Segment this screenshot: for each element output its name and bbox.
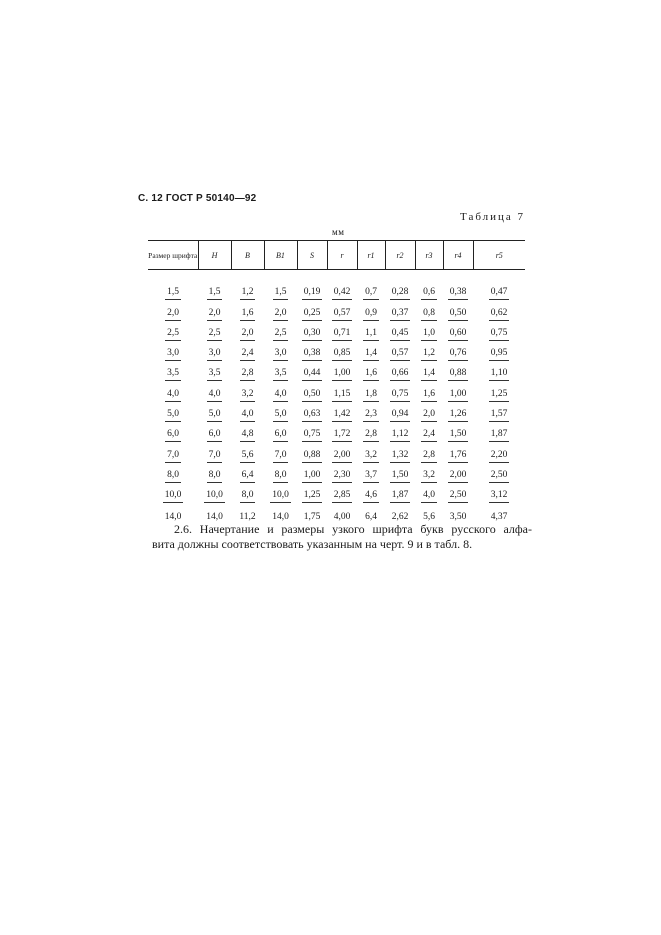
table-cell (198, 321, 231, 341)
table-cell (231, 503, 264, 523)
cell-value: 1,25 (489, 389, 510, 402)
cell-value: 1,6 (421, 389, 437, 402)
table-cell (264, 483, 297, 503)
table-cell (231, 442, 264, 462)
cell-value: 2,00 (448, 470, 469, 483)
table-cell (297, 321, 327, 341)
table-cell (443, 402, 473, 422)
cell-value: 1,6 (363, 368, 379, 381)
cell-value: 6,4 (365, 511, 377, 522)
table-cell (473, 381, 525, 401)
table-cell (327, 270, 357, 301)
table-cell (327, 483, 357, 503)
cell-value: 4,37 (490, 511, 508, 522)
table-cell (297, 270, 327, 301)
table-cell (415, 341, 443, 361)
table-cell (231, 321, 264, 341)
table-cell (148, 422, 198, 442)
table-cell (148, 381, 198, 401)
table-row (148, 321, 525, 341)
table-cell (297, 381, 327, 401)
table-cell (385, 442, 415, 462)
table-cell (415, 381, 443, 401)
cell-value: 0,44 (302, 368, 323, 381)
cell-value: 6,0 (165, 429, 181, 442)
cell-value: 14,0 (206, 511, 223, 522)
cell-value: 4,0 (240, 409, 256, 422)
table-cell (443, 300, 473, 320)
table-cell (231, 270, 264, 301)
table-cell (264, 422, 297, 442)
table-cell (264, 381, 297, 401)
table-row (148, 361, 525, 381)
cell-value: 0,7 (363, 287, 379, 300)
table-cell (198, 442, 231, 462)
table-cell (443, 321, 473, 341)
cell-value: 0,60 (448, 328, 469, 341)
table-cell (231, 463, 264, 483)
cell-value: 2,20 (489, 450, 510, 463)
cell-value: 2,4 (421, 429, 437, 442)
table-row (148, 463, 525, 483)
cell-value: 4,00 (333, 511, 351, 522)
column-header-r1: r1 (357, 241, 385, 270)
table-cell (264, 341, 297, 361)
column-header-b1: B1 (264, 241, 297, 270)
table-cell (357, 463, 385, 483)
cell-value: 11,2 (239, 511, 256, 522)
cell-value: 1,12 (390, 429, 411, 442)
table-cell (327, 463, 357, 483)
table-cell (297, 463, 327, 483)
table-cell (443, 463, 473, 483)
cell-value: 4,6 (363, 490, 379, 503)
table-cell (443, 270, 473, 301)
cell-value: 1,42 (332, 409, 353, 422)
table-cell (231, 341, 264, 361)
cell-value: 0,76 (448, 348, 469, 361)
column-header-r: r (327, 241, 357, 270)
table-cell (415, 361, 443, 381)
table-cell (297, 503, 327, 523)
cell-value: 1,5 (207, 287, 223, 300)
cell-value: 3,12 (489, 490, 510, 503)
cell-value: 5,6 (240, 450, 256, 463)
table-cell (198, 463, 231, 483)
table-cell (327, 300, 357, 320)
dimensions-table (148, 240, 525, 524)
cell-value: 0,85 (332, 348, 353, 361)
table-cell (264, 463, 297, 483)
table-caption: Таблица 7 (460, 211, 526, 223)
cell-value: 1,87 (489, 429, 510, 442)
table-body (148, 270, 525, 524)
cell-value: 0,63 (302, 409, 323, 422)
cell-value: 0,75 (390, 389, 411, 402)
cell-value: 3,5 (273, 368, 289, 381)
cell-value: 2,62 (391, 511, 409, 522)
table-cell (415, 321, 443, 341)
cell-value: 4,0 (207, 389, 223, 402)
cell-value: 1,57 (489, 409, 510, 422)
table-cell (148, 300, 198, 320)
table-cell (297, 402, 327, 422)
cell-value: 1,1 (363, 328, 379, 341)
table-cell (264, 361, 297, 381)
table-cell (264, 402, 297, 422)
table-cell (327, 321, 357, 341)
table-cell (357, 402, 385, 422)
table-row (148, 442, 525, 462)
cell-value: 0,57 (390, 348, 411, 361)
cell-value: 2,5 (273, 328, 289, 341)
table-cell (473, 483, 525, 503)
cell-value: 0,95 (489, 348, 510, 361)
cell-value: 2,0 (207, 308, 223, 321)
table-cell (473, 402, 525, 422)
cell-value: 0,66 (390, 368, 411, 381)
cell-value: 0,88 (302, 450, 323, 463)
table-cell (357, 270, 385, 301)
table-cell (415, 422, 443, 442)
column-header-r2: r2 (385, 241, 415, 270)
table-cell (357, 361, 385, 381)
cell-value: 2,4 (240, 348, 256, 361)
cell-value: 1,2 (240, 287, 256, 300)
table-cell (385, 422, 415, 442)
table-cell (473, 463, 525, 483)
cell-value: 7,0 (273, 450, 289, 463)
cell-value: 0,42 (332, 287, 353, 300)
cell-value: 0,37 (390, 308, 411, 321)
table-cell (473, 503, 525, 523)
table-cell (443, 442, 473, 462)
cell-value: 3,5 (165, 368, 181, 381)
cell-value: 1,87 (390, 490, 411, 503)
cell-value: 0,25 (302, 308, 323, 321)
cell-value: 3,0 (165, 348, 181, 361)
table-cell (385, 503, 415, 523)
table-row (148, 300, 525, 320)
cell-value: 1,50 (448, 429, 469, 442)
table-cell (357, 483, 385, 503)
cell-value: 1,26 (448, 409, 469, 422)
cell-value: 1,25 (302, 490, 323, 503)
cell-value: 0,75 (302, 429, 323, 442)
cell-value: 3,0 (273, 348, 289, 361)
table-cell (148, 483, 198, 503)
table-cell (385, 483, 415, 503)
table-cell (198, 503, 231, 523)
cell-value: 1,5 (165, 287, 181, 300)
column-header-r5: r5 (473, 241, 525, 270)
table-row (148, 270, 525, 301)
units-label: мм (332, 227, 345, 237)
table-cell (473, 270, 525, 301)
column-header-h: H (198, 241, 231, 270)
table-cell (385, 463, 415, 483)
table-cell (415, 270, 443, 301)
table-cell (231, 381, 264, 401)
paragraph-line-1: 2.6. Начертание и размеры узкого шрифта букв русского алфа- (174, 522, 532, 536)
table-cell (357, 442, 385, 462)
cell-value: 5,0 (165, 409, 181, 422)
cell-value: 2,8 (363, 429, 379, 442)
cell-value: 10,0 (163, 490, 184, 503)
cell-value: 3,0 (207, 348, 223, 361)
table-cell (297, 341, 327, 361)
cell-value: 0,45 (390, 328, 411, 341)
table-cell (148, 270, 198, 301)
table-cell (473, 300, 525, 320)
table-cell (327, 503, 357, 523)
cell-value: 1,76 (448, 450, 469, 463)
table-row (148, 503, 525, 523)
cell-value: 1,4 (421, 368, 437, 381)
table-cell (357, 341, 385, 361)
cell-value: 3,2 (421, 470, 437, 483)
table-cell (231, 361, 264, 381)
cell-value: 3,5 (207, 368, 223, 381)
table-cell (385, 300, 415, 320)
table-row (148, 402, 525, 422)
page-header: С. 12 ГОСТ Р 50140—92 (138, 193, 257, 204)
table-cell (415, 442, 443, 462)
cell-value: 0,8 (421, 308, 437, 321)
cell-value: 0,38 (302, 348, 323, 361)
cell-value: 3,2 (363, 450, 379, 463)
table-cell (327, 341, 357, 361)
table-header-row (148, 241, 525, 270)
cell-value: 2,0 (240, 328, 256, 341)
table-cell (415, 300, 443, 320)
cell-value: 7,0 (165, 450, 181, 463)
cell-value: 2,00 (332, 450, 353, 463)
table-cell (198, 300, 231, 320)
table-cell (473, 361, 525, 381)
cell-value: 0,50 (448, 308, 469, 321)
table-cell (148, 341, 198, 361)
table-cell (357, 300, 385, 320)
cell-value: 1,5 (273, 287, 289, 300)
table-cell (443, 422, 473, 442)
table-cell (357, 422, 385, 442)
table-cell (264, 442, 297, 462)
table-cell (385, 321, 415, 341)
cell-value: 1,72 (332, 429, 353, 442)
table-cell (148, 361, 198, 381)
cell-value: 2,3 (363, 409, 379, 422)
table-cell (264, 300, 297, 320)
cell-value: 0,71 (332, 328, 353, 341)
cell-value: 0,57 (332, 308, 353, 321)
table-cell (385, 361, 415, 381)
cell-value: 1,15 (332, 389, 353, 402)
cell-value: 8,0 (240, 490, 256, 503)
cell-value: 2,0 (165, 308, 181, 321)
table-cell (415, 503, 443, 523)
cell-value: 0,47 (489, 287, 510, 300)
table-row (148, 341, 525, 361)
table-cell (198, 381, 231, 401)
table-cell (385, 270, 415, 301)
column-header-s: S (297, 241, 327, 270)
table-cell (473, 442, 525, 462)
table-cell (415, 483, 443, 503)
cell-value: 1,50 (390, 470, 411, 483)
column-header-font-size: Размер шрифта (148, 241, 198, 270)
table-cell (297, 361, 327, 381)
table-cell (385, 341, 415, 361)
cell-value: 4,0 (165, 389, 181, 402)
cell-value: 1,4 (363, 348, 379, 361)
table-cell (264, 503, 297, 523)
table-cell (473, 321, 525, 341)
cell-value: 2,5 (165, 328, 181, 341)
cell-value: 7,0 (207, 450, 223, 463)
table-row (148, 381, 525, 401)
table-cell (148, 463, 198, 483)
cell-value: 0,19 (302, 287, 323, 300)
table-cell (148, 321, 198, 341)
cell-value: 2,8 (240, 368, 256, 381)
table-cell (297, 442, 327, 462)
table-cell (473, 422, 525, 442)
cell-value: 8,0 (207, 470, 223, 483)
table-cell (264, 270, 297, 301)
table-cell (385, 402, 415, 422)
cell-value: 0,94 (390, 409, 411, 422)
cell-value: 0,88 (448, 368, 469, 381)
table-cell (357, 321, 385, 341)
table-cell (415, 402, 443, 422)
table-row (148, 422, 525, 442)
table-row (148, 483, 525, 503)
table-cell (443, 361, 473, 381)
cell-value: 2,0 (421, 409, 437, 422)
cell-value: 3,2 (240, 389, 256, 402)
table-cell (443, 381, 473, 401)
cell-value: 4,8 (240, 429, 256, 442)
column-header-r4: r4 (443, 241, 473, 270)
table-cell (297, 422, 327, 442)
cell-value: 1,10 (489, 368, 510, 381)
table-cell (231, 402, 264, 422)
cell-value: 0,28 (390, 287, 411, 300)
cell-value: 0,50 (302, 389, 323, 402)
cell-value: 1,8 (363, 389, 379, 402)
table-cell (357, 503, 385, 523)
table-cell (385, 381, 415, 401)
cell-value: 14,0 (272, 511, 289, 522)
table-cell (327, 402, 357, 422)
cell-value: 14,0 (164, 511, 182, 522)
cell-value: 1,2 (421, 348, 437, 361)
cell-value: 6,4 (240, 470, 256, 483)
table-cell (148, 503, 198, 523)
cell-value: 0,38 (448, 287, 469, 300)
cell-value: 5,0 (273, 409, 289, 422)
table-cell (264, 321, 297, 341)
cell-value: 6,0 (273, 429, 289, 442)
cell-value: 1,6 (240, 308, 256, 321)
cell-value: 2,85 (332, 490, 353, 503)
column-header-b: B (231, 241, 264, 270)
cell-value: 2,30 (332, 470, 353, 483)
cell-value: 0,62 (489, 308, 510, 321)
cell-value: 1,00 (302, 470, 323, 483)
cell-value: 4,0 (273, 389, 289, 402)
table-cell (198, 422, 231, 442)
cell-value: 0,30 (302, 328, 323, 341)
cell-value: 4,0 (421, 490, 437, 503)
table-cell (327, 381, 357, 401)
table-cell (148, 402, 198, 422)
cell-value: 5,6 (423, 511, 435, 522)
table-cell (198, 341, 231, 361)
cell-value: 2,50 (448, 490, 469, 503)
table-cell (415, 463, 443, 483)
table-cell (231, 422, 264, 442)
table-cell (473, 341, 525, 361)
cell-value: 8,0 (165, 470, 181, 483)
paragraph-line-2: вита должны соответствовать указанным на черт. 9 и в табл. 8. (152, 537, 473, 551)
table-cell (148, 442, 198, 462)
cell-value: 10,0 (270, 490, 291, 503)
cell-value: 1,32 (390, 450, 411, 463)
cell-value: 3,7 (363, 470, 379, 483)
cell-value: 2,0 (273, 308, 289, 321)
cell-value: 1,75 (303, 511, 321, 522)
cell-value: 8,0 (273, 470, 289, 483)
cell-value: 5,0 (207, 409, 223, 422)
table-cell (198, 402, 231, 422)
cell-value: 3,50 (449, 511, 467, 522)
cell-value: 1,0 (421, 328, 437, 341)
cell-value: 10,0 (204, 490, 225, 503)
cell-value: 1,00 (448, 389, 469, 402)
table-cell (443, 503, 473, 523)
table-cell (297, 300, 327, 320)
cell-value: 6,0 (207, 429, 223, 442)
cell-value: 2,50 (489, 470, 510, 483)
cell-value: 0,6 (421, 287, 437, 300)
table-cell (327, 422, 357, 442)
cell-value: 1,00 (332, 368, 353, 381)
cell-value: 2,5 (207, 328, 223, 341)
paragraph-2-6 (152, 522, 532, 552)
table-cell (198, 361, 231, 381)
table-cell (231, 300, 264, 320)
table-cell (357, 381, 385, 401)
table-cell (327, 442, 357, 462)
table-cell (327, 361, 357, 381)
cell-value: 0,75 (489, 328, 510, 341)
cell-value: 0,9 (363, 308, 379, 321)
table-cell (297, 483, 327, 503)
cell-value: 2,8 (421, 450, 437, 463)
column-header-r3: r3 (415, 241, 443, 270)
table-cell (443, 483, 473, 503)
table-cell (198, 483, 231, 503)
table-cell (443, 341, 473, 361)
table-cell (231, 483, 264, 503)
table-cell (198, 270, 231, 301)
